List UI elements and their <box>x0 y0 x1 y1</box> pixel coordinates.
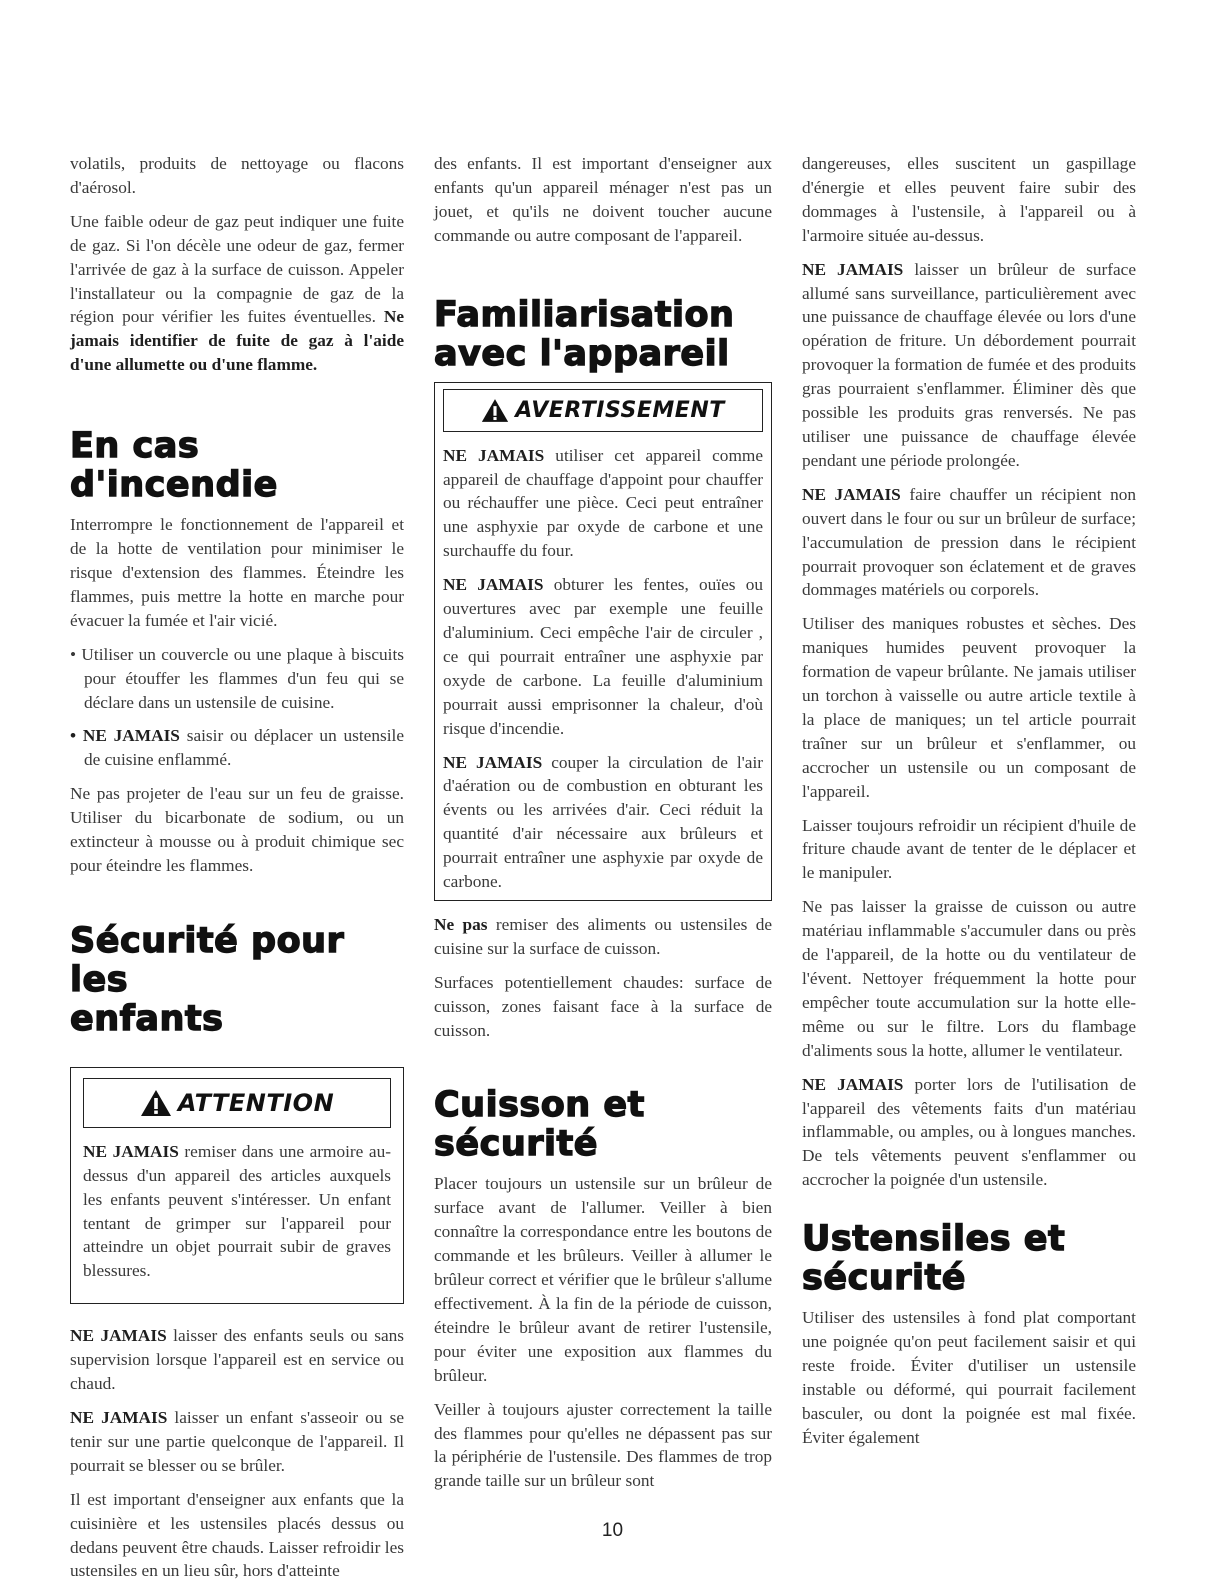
heading-line: En cas <box>70 426 200 467</box>
text: remiser des aliments ou ustensiles de cuisine sur la surface de cuisson. <box>434 914 772 958</box>
heading-familiarisation <box>434 296 772 374</box>
warning-item <box>443 573 763 740</box>
column-1 <box>70 152 404 1593</box>
bold-text: NE JAMAIS <box>802 1074 904 1094</box>
paragraph <box>434 913 772 961</box>
text: remiser dans une armoire au-dessus d'un appareil des articles auxquels les enfants peuvent s'intéresser. Un enfant tentant de grimper sur l'appareil pour atteindre un objet pourrait subir de graves blessures. <box>83 1141 391 1281</box>
bold-text: NE JAMAIS <box>443 752 543 772</box>
heading-incendie <box>70 427 404 505</box>
bullet-item <box>70 724 404 772</box>
paragraph <box>70 1406 404 1478</box>
paragraph: Surfaces potentiellement chaudes: surface de cuisson, zones faisant face à la surface de cuisson. <box>434 972 772 1040</box>
heading-ustensiles <box>802 1220 1136 1298</box>
text: obturer les fentes, ouïes ou ouvertures avec par exemple une feuille d'aluminium. Ceci empêche l'air de circuler , ce qui pourrait entraîner une asphyxie par oxyde de carbone. La feuille d'aluminium pourrait aussi emprisonner la chaleur, d'où risque d'incendie. <box>443 575 764 738</box>
paragraph: Il est important d'enseigner aux enfants que la cuisinière et les ustensiles placés dessus ou dedans peuvent être chauds. Laisser refroidir les ustensiles en un lieu sûr, hors d'atteinte <box>70 1489 404 1581</box>
text: utiliser cet appareil comme appareil de chauffage d'appoint pour chauffer ou réchauffer une pièce. Ceci peut entraîner une asphyxie par oxyde de carbone et une surchauffe du four. <box>443 445 764 561</box>
warning-item <box>443 751 763 894</box>
paragraph <box>70 1324 404 1396</box>
paragraph: Utiliser des maniques robustes et sèches. Des maniques humides peuvent provoquer la formation de vapeur brûlante. Ne jamais utiliser un torchon à vaisselle ou autre article textile à la place de maniques; un tel article pourrait traîner sur un brûleur et s'enflammer, ou accrocher un ustensile ou un composant de l'appareil. <box>802 614 1136 801</box>
bold-text: NE JAMAIS <box>83 1141 179 1161</box>
paragraph: Interrompre le fonctionnement de l'appareil et de la hotte de ventilation pour minimiser le risque d'extension des flammes. Éteindre les flammes, puis mettre la hotte en marche pour évacuer la fumée et l'air vicié. <box>70 515 404 630</box>
paragraph <box>802 258 1136 473</box>
heading-cuisson <box>434 1086 772 1164</box>
attention-header <box>83 1078 391 1128</box>
heading-line: Sécurité pour les <box>70 920 345 1000</box>
paragraph <box>70 210 404 377</box>
text: Une faible odeur de gaz peut indiquer une fuite de gaz. Si l'on décèle une odeur de gaz, fermer l'arrivée de gaz à la surface de cuisson. Appeler l'installateur ou la compagnie de gaz de la région pour vérifier les fuites éventuelles. <box>70 211 404 327</box>
paragraph: Ne pas laisser la graisse de cuisson ou autre matériau inflammable s'accumuler dans ou près de l'appareil, de la hotte ou du ventilateur de l'évent. Nettoyer fréquemment la hotte pour empêcher toute accumulation sur la hotte elle-même ou sur le filtre. Lors du flambage d'aliments sous la hotte, allumer le ventilateur. <box>802 897 1136 1060</box>
paragraph: Utiliser des ustensiles à fond plat comportant une poignée qu'on peut facilement saisir et qui reste froide. Éviter d'utiliser un ustensile instable ou déformé, qui pourrait facilement basculer, ou dont la poignée est mal fixée. Éviter également <box>802 1308 1136 1447</box>
avertissement-box <box>434 382 772 901</box>
bold-text: NE JAMAIS <box>802 259 904 279</box>
text: laisser un enfant s'asseoir ou se tenir sur une partie quelconque de l'appareil. Il pourrait se blesser ou se brûler. <box>70 1408 404 1475</box>
attention-box <box>70 1067 404 1304</box>
text: couper la circulation de l'air d'aération ou de combustion en obturant les évents ou les arrivées d'air. Ceci réduit la quantité d'air nécessaire aux brûleurs et pourrait entraîner une asphyxie par oxyde de carbone. <box>443 752 764 892</box>
bold-text: NE JAMAIS <box>70 1408 168 1427</box>
warning-triangle-icon <box>481 398 509 423</box>
heading-line: sécurité <box>802 1258 966 1299</box>
text: laisser un brûleur de surface allumé sans surveillance, particulièrement avec une puissance de chauffage élevée ou lors d'une opération de friture. Un débordement pourrait provoquer la formation de fumée et des produits gras pourraient s'enflammer. Éliminer dès que possible les produits gras renversés. Ne pas utiliser une puissance de chauffage élevée pendant une période prolongée. <box>802 259 1136 470</box>
heading-line: d'incendie <box>70 465 278 506</box>
bold-text: • NE JAMAIS <box>70 726 180 746</box>
bold-text: NE JAMAIS <box>70 1326 167 1346</box>
bold-text: NE JAMAIS <box>802 484 901 504</box>
bold-text: Ne jamais identifier de fuite de gaz à l'aide d'une allumette ou d'une flamme. <box>70 307 404 375</box>
text: laisser des enfants seuls ou sans supervision lorsque l'appareil est en service ou chaud. <box>70 1326 405 1394</box>
attention-text <box>83 1140 391 1283</box>
paragraph: Placer toujours un ustensile sur un brûleur de surface avant de l'allumer. Veiller à bien connaître la correspondance entre les boutons de commande et les brûleurs. Veiller à allumer le brûleur correct et vérifier que le brûleur s'allume effectivement. À la fin de la période de cuisson, éteindre le brûleur avant de retirer l'ustensile, pour éviter une exposition aux flammes du brûleur. <box>434 1174 772 1385</box>
warning-item <box>443 444 763 564</box>
heading-line: avec l'appareil <box>434 333 730 374</box>
paragraph: Ne pas projeter de l'eau sur un feu de graisse. Utiliser du bicarbonate de sodium, ou un extincteur à mousse ou à produit chimique sec pour éteindre les flammes. <box>70 784 404 875</box>
paragraph <box>802 483 1136 603</box>
heading-line: Ustensiles et <box>802 1219 1066 1260</box>
bold-text: Ne pas <box>434 914 488 934</box>
heading-line: Familiarisation <box>434 294 735 335</box>
heading-line: Cuisson et <box>434 1085 645 1126</box>
bold-text: NE JAMAIS <box>443 575 544 595</box>
text: porter lors de l'utilisation de l'appareil des vêtements faits d'un matériau inflammable, ou amples, ou à longues manches. De tels vêtements peuvent s'enflammer ou accrocher la poignée d'un ustensile. <box>802 1074 1136 1190</box>
heading-line: sécurité <box>434 1124 598 1165</box>
avertissement-title: AVERTISSEMENT <box>515 397 725 423</box>
column-2 <box>434 152 772 1503</box>
avertissement-header <box>443 389 763 432</box>
paragraph: des enfants. Il est important d'enseigner aux enfants qu'un appareil ménager n'est pas un jouet, et qu'ils ne doivent toucher aucune commande ou autre composant de l'appareil. <box>434 154 772 245</box>
paragraph: volatils, produits de nettoyage ou flacons d'aérosol. <box>70 154 404 197</box>
heading-line: enfants <box>70 998 224 1039</box>
bullet-item: • Utiliser un couvercle ou une plaque à biscuits pour étouffer les flammes d'un feu qui se déclare dans un ustensile de cuisine. <box>70 644 404 712</box>
paragraph: Veiller à toujours ajuster correctement la taille des flammes pour qu'elles ne dépassent pas sur la périphérie de l'ustensile. Des flammes de trop grande taille sur un brûleur sont <box>434 1399 772 1491</box>
page-number: 10 <box>601 1520 624 1541</box>
warning-triangle-icon <box>140 1089 172 1117</box>
text: saisir ou déplacer un ustensile de cuisine enflammé. <box>84 726 404 770</box>
text: faire chauffer un récipient non ouvert dans le four ou sur un brûleur de surface; l'accumulation de pression dans le récipient pourrait provoquer son éclatement et de graves dommages matériels ou corporels. <box>802 484 1137 600</box>
heading-enfants <box>70 922 404 1039</box>
bold-text: NE JAMAIS <box>443 445 545 465</box>
attention-title: ATTENTION <box>177 1088 335 1117</box>
paragraph: Laisser toujours refroidir un récipient d'huile de friture chaude avant de tenter de le déplacer et le manipuler. <box>802 815 1136 883</box>
paragraph: dangereuses, elles suscitent un gaspillage d'énergie et elles peuvent faire subir des dommages à l'ustensile, à l'appareil ou à l'armoire située au-dessus. <box>802 154 1136 245</box>
column-3 <box>802 152 1136 1460</box>
paragraph <box>802 1073 1136 1193</box>
